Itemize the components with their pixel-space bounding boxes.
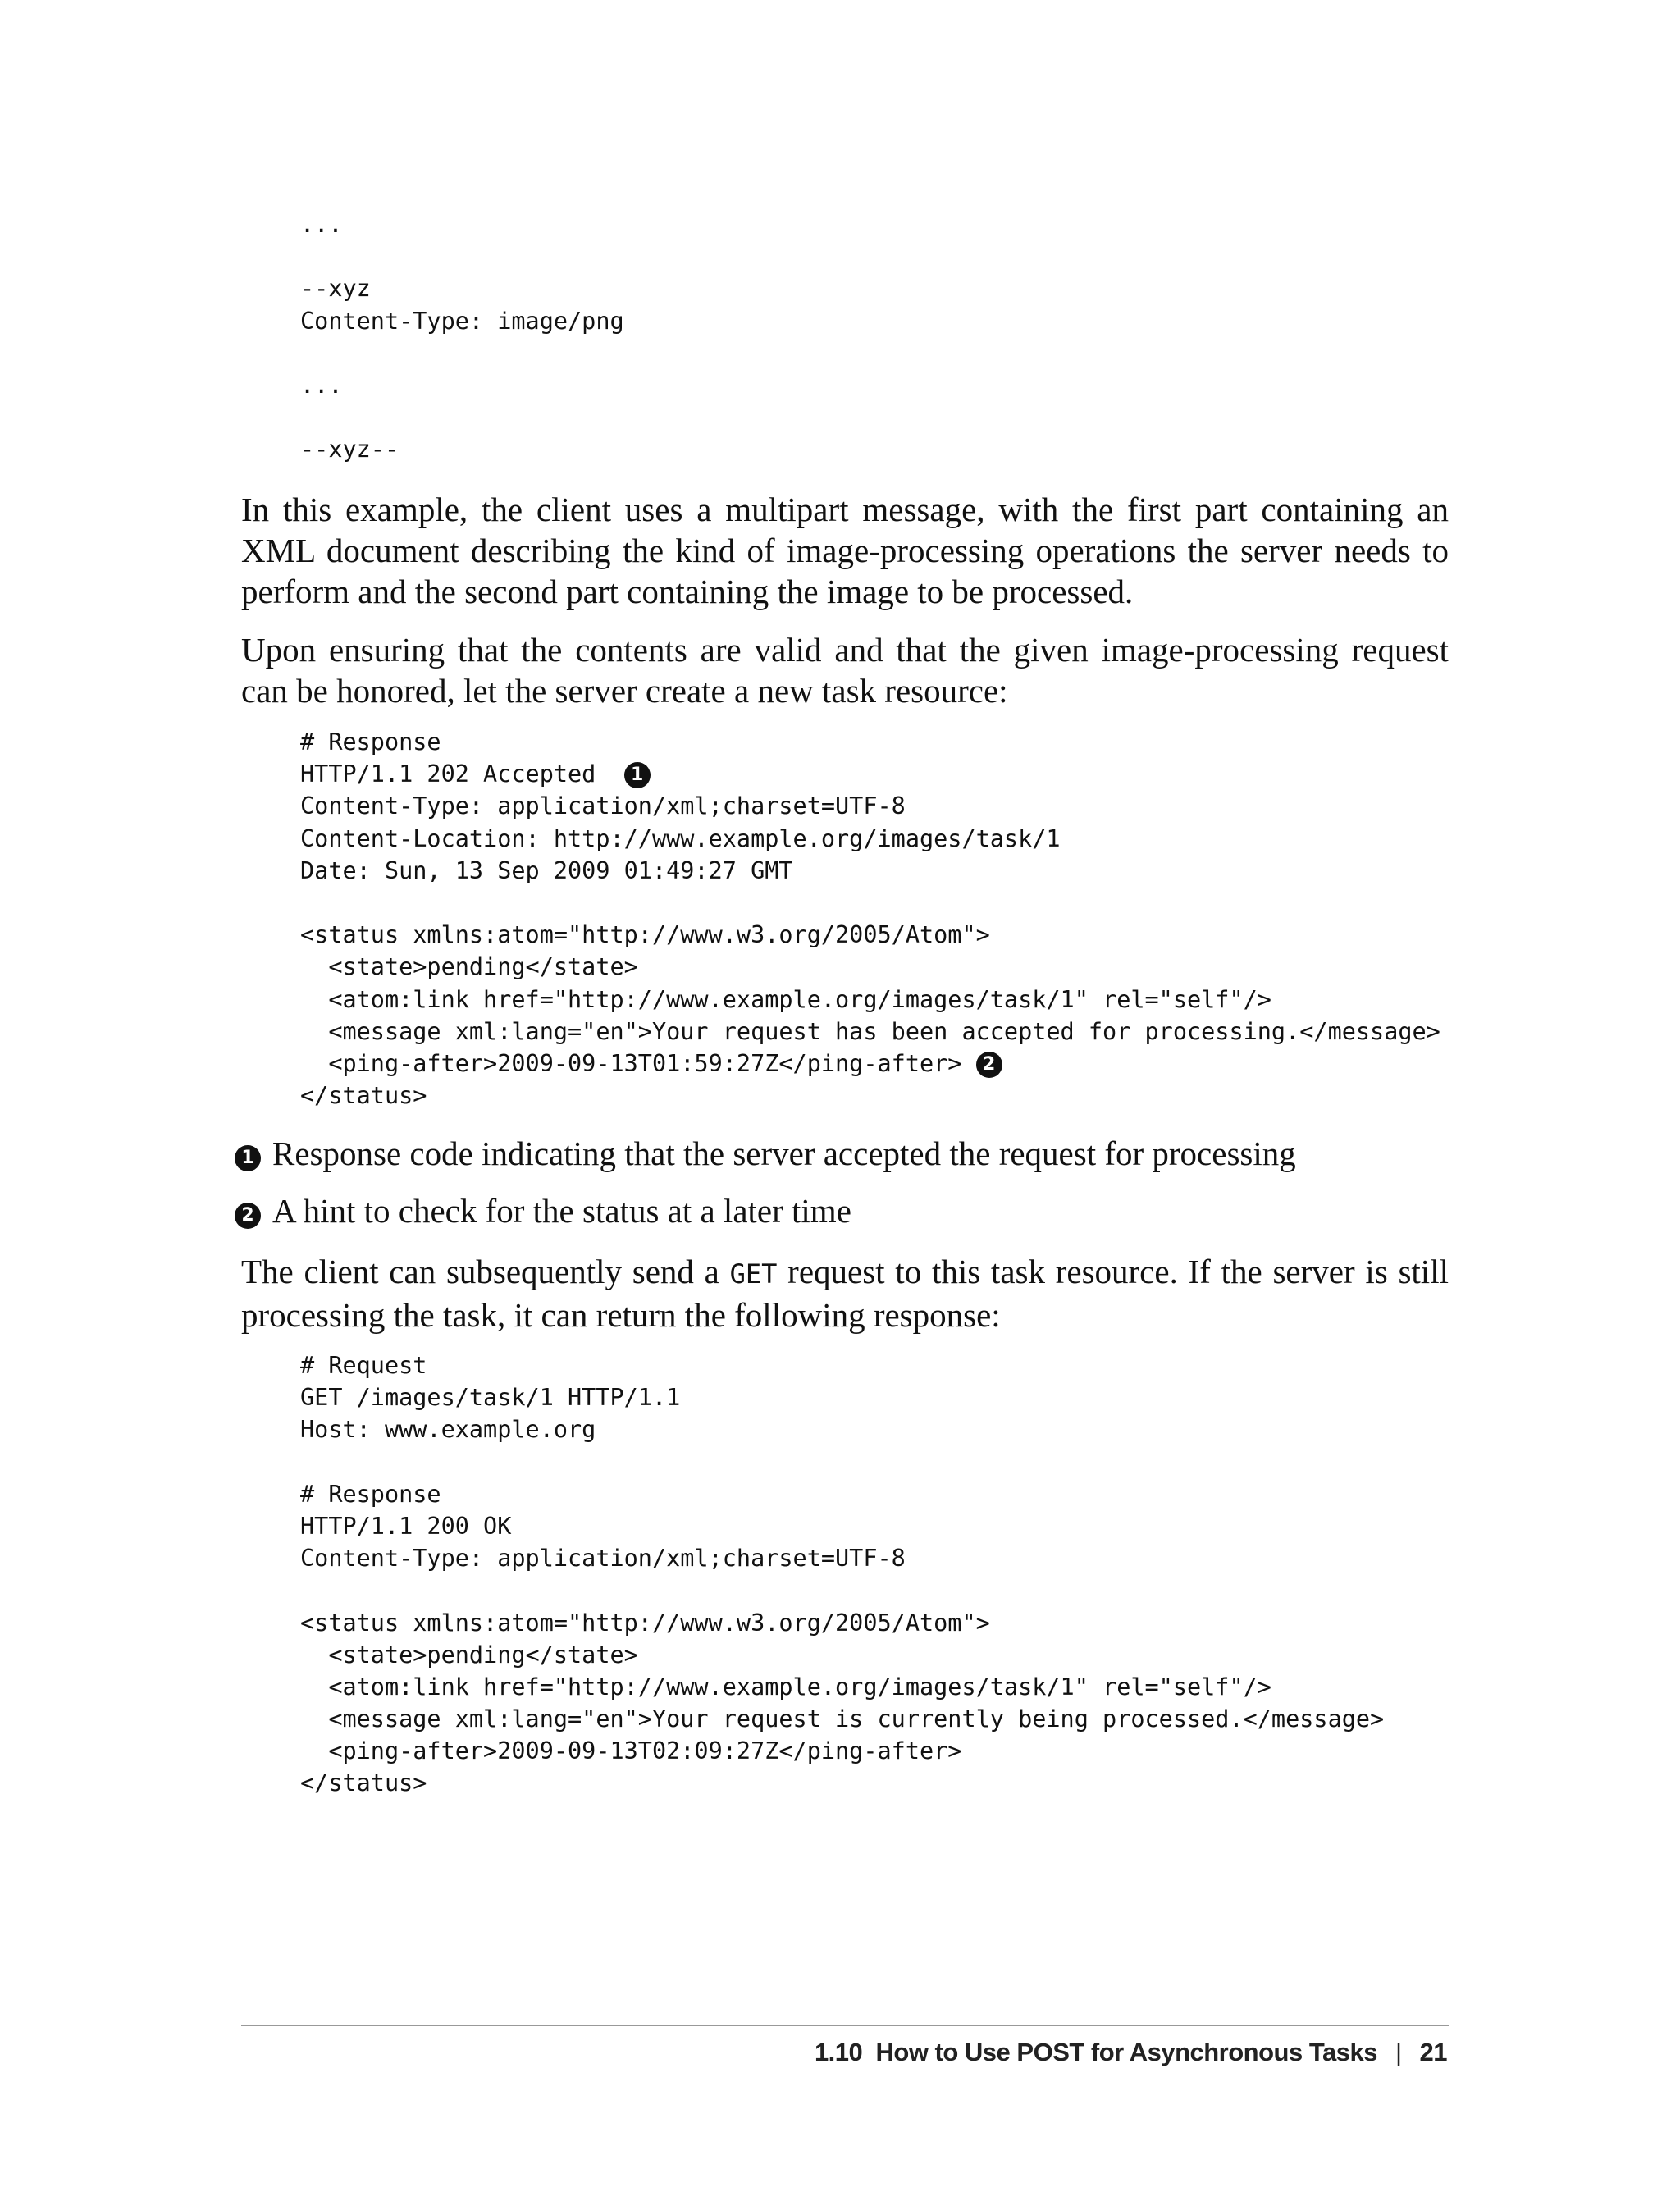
code-line: # Response: [300, 1480, 441, 1508]
code-line: <status xmlns:atom="http://www.w3.org/2005/Atom">: [300, 921, 990, 949]
code-line: # Response: [300, 728, 441, 756]
code-line: GET /images/task/1 HTTP/1.1: [300, 1384, 681, 1412]
code-line: --xyz--: [300, 436, 399, 463]
code-line: Date: Sun, 13 Sep 2009 01:49:27 GMT: [300, 856, 793, 884]
paragraph-multipart-explanation: In this example, the client uses a multipart message, with the first part containing an XML document describing the kind of image-processing operations the server needs to perform and the second part containing the image to be processed.: [241, 491, 1449, 610]
footer-separator: |: [1395, 2038, 1402, 2066]
code-line: Content-Type: application/xml;charset=UTF-8: [300, 1545, 906, 1573]
code-line: HTTP/1.1 200 OK: [300, 1512, 512, 1540]
code-line: [300, 240, 624, 272]
callout-note-1: [235, 1133, 1296, 1174]
code-line: ...: [300, 371, 343, 399]
code-line: <atom:link href="http://www.example.org/images/task/1" rel="self"/>: [300, 1673, 1271, 1701]
code-line: <atom:link href="http://www.example.org/images/task/1" rel="self"/>: [300, 985, 1271, 1013]
code-line: </status>: [300, 1769, 427, 1797]
code-line: --xyz: [300, 275, 371, 303]
callout-2-icon: 2: [235, 1203, 261, 1229]
footer-divider: [241, 2025, 1449, 2026]
code-line: <ping-after>2009-09-13T02:09:27Z</ping-after>: [300, 1737, 962, 1765]
callout-note-text: A hint to check for the status at a later time: [272, 1192, 851, 1230]
code-text: HTTP/1.1 202 Accepted: [300, 760, 624, 788]
code-block-multipart: [300, 208, 624, 466]
code-line: ...: [300, 211, 343, 238]
paragraph-create-task: Upon ensuring that the contents are valid and that the given image-processing request can be honored, let the server create a new task resource:: [241, 631, 1449, 710]
code-line: [300, 887, 1440, 919]
code-line: # Request: [300, 1352, 427, 1379]
callout-1-icon: 1: [624, 762, 651, 788]
paragraph-text: The client can subsequently send a: [241, 1253, 730, 1290]
code-block-202-response: [300, 726, 1440, 1112]
code-text: <ping-after>2009-09-13T01:59:27Z</ping-after>: [300, 1049, 976, 1077]
code-line: [300, 1446, 1384, 1478]
code-line: <message xml:lang="en">Your request is currently being processed.</message>: [300, 1705, 1385, 1733]
code-line-with-callout: [300, 758, 1440, 790]
code-block-get-and-200: [300, 1349, 1384, 1800]
code-line: Host: www.example.org: [300, 1416, 596, 1444]
code-line: <message xml:lang="en">Your request has been accepted for processing.</message>: [300, 1017, 1440, 1045]
page-number: 21: [1419, 2038, 1447, 2066]
code-line: <state>pending</state>: [300, 1641, 638, 1669]
code-line: Content-Type: application/xml;charset=UTF-8: [300, 792, 906, 820]
code-line: <state>pending</state>: [300, 953, 638, 981]
callout-note-text: Response code indicating that the server accepted the request for processing: [272, 1134, 1296, 1172]
code-line: [300, 1574, 1384, 1606]
page-footer: [815, 2036, 1447, 2069]
code-line: [300, 337, 624, 369]
callout-note-2: [235, 1190, 851, 1231]
paragraph-get-request: [241, 1251, 1449, 1335]
code-line: Content-Type: image/png: [300, 307, 624, 335]
footer-section-title: 1.10 How to Use POST for Asynchronous Tasks: [814, 2038, 1377, 2066]
code-line-with-callout: [300, 1048, 1440, 1080]
code-line: Content-Location: http://www.example.org/images/task/1: [300, 824, 1061, 852]
callout-1-icon: 1: [235, 1145, 261, 1171]
code-line: [300, 401, 624, 433]
paragraph-text: request to this task resource. If the server is still processing the task, it can return the following response:: [241, 1253, 1449, 1334]
code-line: <status xmlns:atom="http://www.w3.org/2005/Atom">: [300, 1609, 990, 1637]
code-line: </status>: [300, 1082, 427, 1110]
inline-code: GET: [729, 1258, 778, 1290]
callout-2-icon: 2: [976, 1052, 1002, 1078]
